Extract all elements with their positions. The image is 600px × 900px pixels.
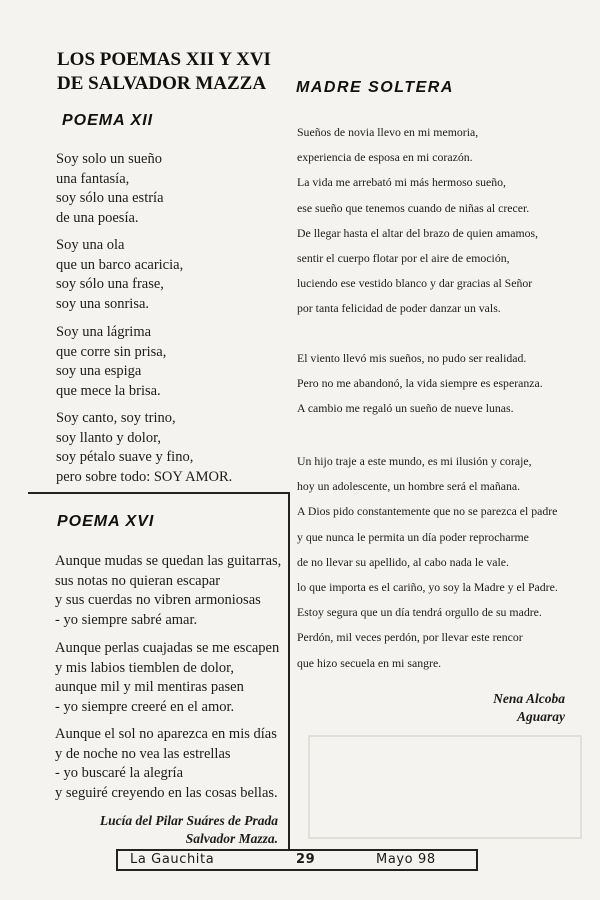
poem-line: de una poesía. <box>56 209 139 226</box>
poem-16-heading: POEMA XVI <box>57 513 155 530</box>
poem-line: soy sólo una estría <box>56 190 164 207</box>
madre-soltera-paragraph <box>297 449 558 676</box>
prose-line: ese sueño que tenemos cuando de niñas al crecer. <box>297 200 530 215</box>
prose-line: A Dios pido constantemente que no se parezca el padre <box>297 504 558 519</box>
poem-line: que mece la brisa. <box>56 382 161 399</box>
poem-line: Soy una lágrima <box>56 324 152 340</box>
issue-date: Mayo 98 <box>376 852 436 867</box>
poem-line: soy una espiga <box>56 363 142 380</box>
madre-soltera-signature <box>493 690 565 726</box>
title-line-2: DE SALVADOR MAZZA <box>57 73 267 94</box>
madre-soltera-paragraph <box>297 346 543 422</box>
title-line-1: LOS POEMAS XII Y XVI <box>57 49 271 70</box>
poem-12-heading: POEMA XII <box>62 112 154 129</box>
poem-line: y seguiré creyendo en las cosas bellas. <box>55 784 278 801</box>
poem-line: sus notas no quieran escapar <box>55 572 221 589</box>
prose-line: La vida me arrebató mi más hermoso sueño, <box>297 175 507 190</box>
poem-line: soy sólo una frase, <box>56 276 164 293</box>
poem-12-stanza <box>56 323 166 401</box>
frame-top-rule <box>28 492 290 494</box>
poem-line: - yo siempre sabré amar. <box>55 611 198 628</box>
prose-line: sentir el cuerpo flotar por el aire de emoción, <box>297 251 510 266</box>
prose-line: experiencia de esposa en mi corazón. <box>297 150 473 165</box>
poem-16-stanza <box>55 639 279 717</box>
poem-line: Soy una ola <box>56 237 125 253</box>
prose-line: A cambio me regaló un sueño de nueve lunas. <box>297 401 514 416</box>
poem-line: que un barco acaricia, <box>56 256 184 273</box>
page-number: 29 <box>296 852 316 867</box>
signature-author: Lucía del Pilar Suáres de Prada <box>99 813 278 828</box>
poem-line: pero sobre todo: SOY AMOR. <box>56 468 233 485</box>
poem-12-stanza <box>56 409 232 487</box>
poem-line: soy pétalo suave y fino, <box>56 449 194 466</box>
poem-12-stanza <box>56 236 183 314</box>
poem-line: Soy solo un sueño <box>56 151 162 167</box>
poem-line: Aunque perlas cuajadas se me escapen <box>55 640 280 656</box>
prose-line: que hizo secuela en mi sangre. <box>297 655 442 670</box>
prose-line: Perdón, mil veces perdón, por llevar este rencor <box>297 630 523 645</box>
signature-place: Salvador Mazza. <box>185 831 278 846</box>
prose-line: lo que importa es el cariño, yo soy la Madre y el Padre. <box>297 580 558 595</box>
signature-author: Nena Alcoba <box>493 691 565 706</box>
poem-line: aunque mil y mil mentiras pasen <box>55 679 244 696</box>
poem-line: y mis labios tiemblen de dolor, <box>55 659 235 676</box>
page-footer <box>116 849 478 871</box>
poem-12-stanza <box>56 150 164 228</box>
poem-line: que corre sin prisa, <box>56 343 167 360</box>
prose-line: El viento llevó mis sueños, no pudo ser realidad. <box>297 351 527 365</box>
madre-soltera-paragraph <box>297 120 538 322</box>
prose-line: de no llevar su apellido, al cabo nada le vale. <box>297 554 509 569</box>
prose-line: Estoy segura que un día tendrá orgullo de su madre. <box>297 605 542 620</box>
prose-line: luciendo ese vestido blanco y dar gracias al Señor <box>297 276 533 291</box>
poem-line: y de noche no vea las estrellas <box>55 745 231 762</box>
poem-16-stanza <box>55 725 278 803</box>
prose-line: Un hijo traje a este mundo, es mi ilusión y coraje, <box>297 454 532 468</box>
prose-line: Sueños de novia llevo en mi memoria, <box>297 125 479 139</box>
poem-line: una fantasía, <box>56 170 130 187</box>
signature-place: Aguaray <box>516 709 565 724</box>
prose-line: Pero no me abandonó, la vida siempre es esperanza. <box>297 376 543 391</box>
poem-line: Soy canto, soy trino, <box>56 410 176 426</box>
frame-side-rule <box>288 492 290 850</box>
bleed-through-box <box>308 735 582 839</box>
prose-line: y que nunca le permita un día poder reprocharme <box>297 529 529 544</box>
publication-name: La Gauchita <box>130 852 215 867</box>
poem-line: - yo buscaré la alegría <box>55 765 184 782</box>
page-title <box>57 48 297 96</box>
poem-line: - yo siempre creeré en el amor. <box>55 698 235 715</box>
prose-line: por tanta felicidad de poder danzar un vals. <box>297 301 501 316</box>
poem-16-stanza <box>55 552 281 630</box>
poem-line: Aunque el sol no aparezca en mis días <box>55 726 277 742</box>
poem-line: soy una sonrisa. <box>56 295 150 312</box>
poem-line: soy llanto y dolor, <box>56 429 161 446</box>
madre-soltera-heading: MADRE SOLTERA <box>296 79 454 96</box>
poem-line: y sus cuerdas no vibren armoniosas <box>55 592 261 609</box>
poem-line: Aunque mudas se quedan las guitarras, <box>55 553 282 569</box>
poem-16-signature <box>100 812 278 848</box>
prose-line: hoy un adolescente, un hombre será el mañana. <box>297 479 521 494</box>
prose-line: De llegar hasta el altar del brazo de quien amamos, <box>297 225 539 240</box>
